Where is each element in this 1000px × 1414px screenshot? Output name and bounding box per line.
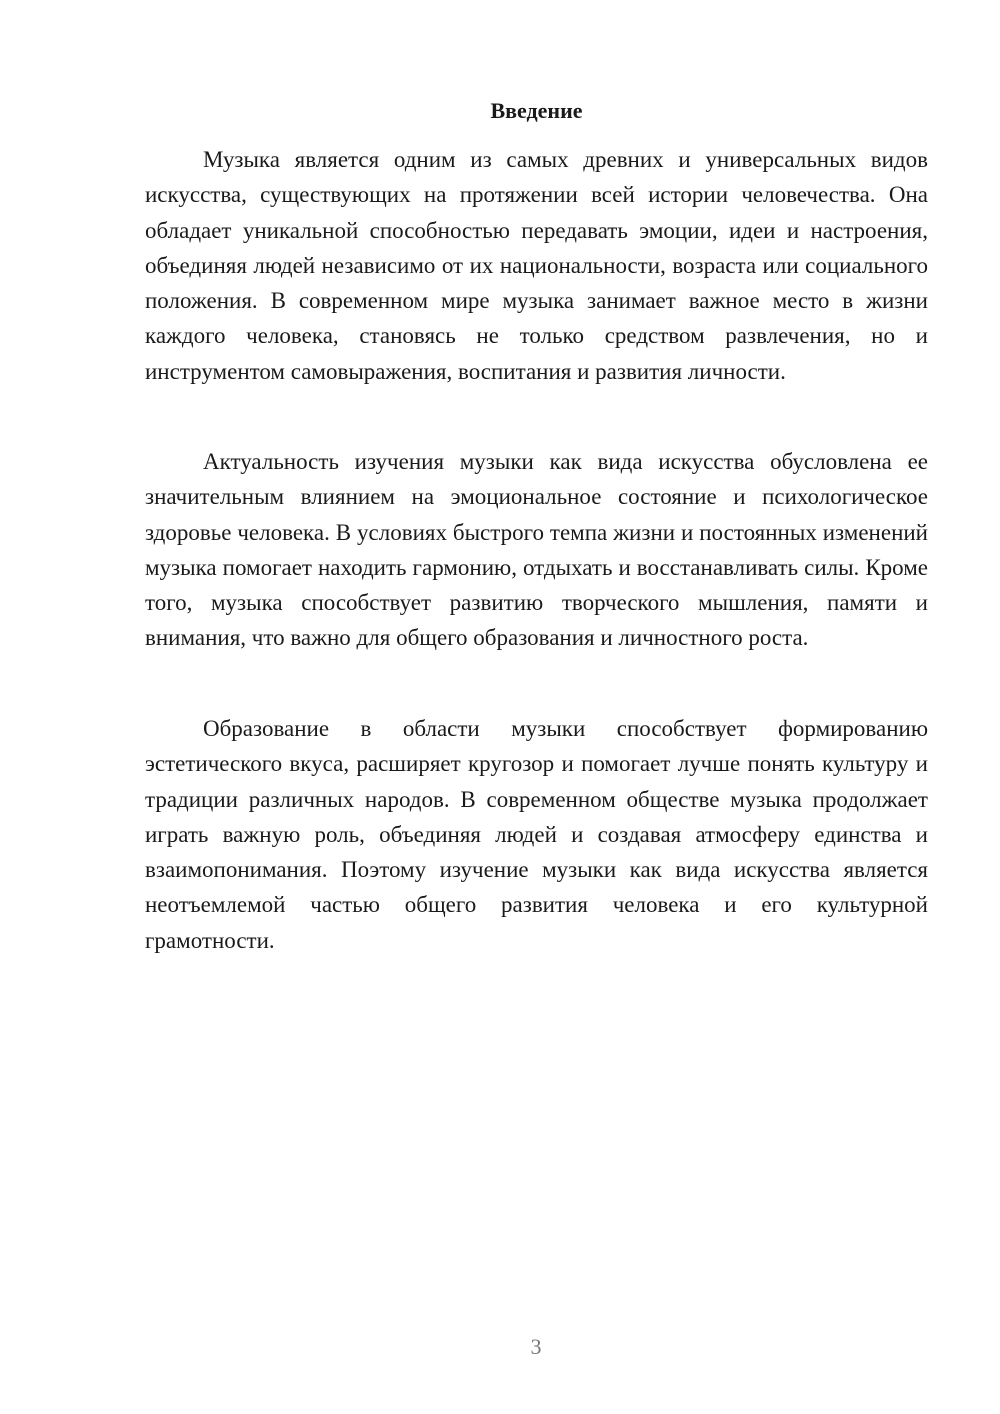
page-number: 3 <box>530 1334 542 1359</box>
paragraph-1: Музыка является одним из самых древних и универсальных видов искусства, существующих на протяжении всей истории человечества. Она обладает уникальной способностью передавать эмоции, идеи и настроения, объединяя людей независимо от их национальности, возраста или социального положения. В современном мире музыка занимает важное место в жизни каждого человека, становясь не только средством развлечения, но и инструментом самовыражения, воспитания и развития личности. <box>145 147 928 384</box>
paragraph-2: Актуальность изучения музыки как вида искусства обусловлена ее значительным влиянием на эмоциональное состояние и психологическое здоровье человека. В условиях быстрого темпа жизни и постоянных изменений музыка помогает находить гармонию, отдыхать и восстанавливать силы. Кроме того, музыка способствует развитию творческого мышления, памяти и внимания, что важно для общего образования и личностного роста. <box>145 449 928 651</box>
page-title: Введение <box>490 98 583 123</box>
paragraph-3: Образование в области музыки способствует формированию эстетического вкуса, расширяет кругозор и помогает лучше понять культуру и традиции различных народов. В современном обществе музыка продолжает играть важную роль, объединяя людей и создавая атмосферу единства и взаимопонимания. Поэтому изучение музыки как вида искусства является неотъемлемой частью общего развития человека и его культурной грамотности. <box>145 716 928 953</box>
